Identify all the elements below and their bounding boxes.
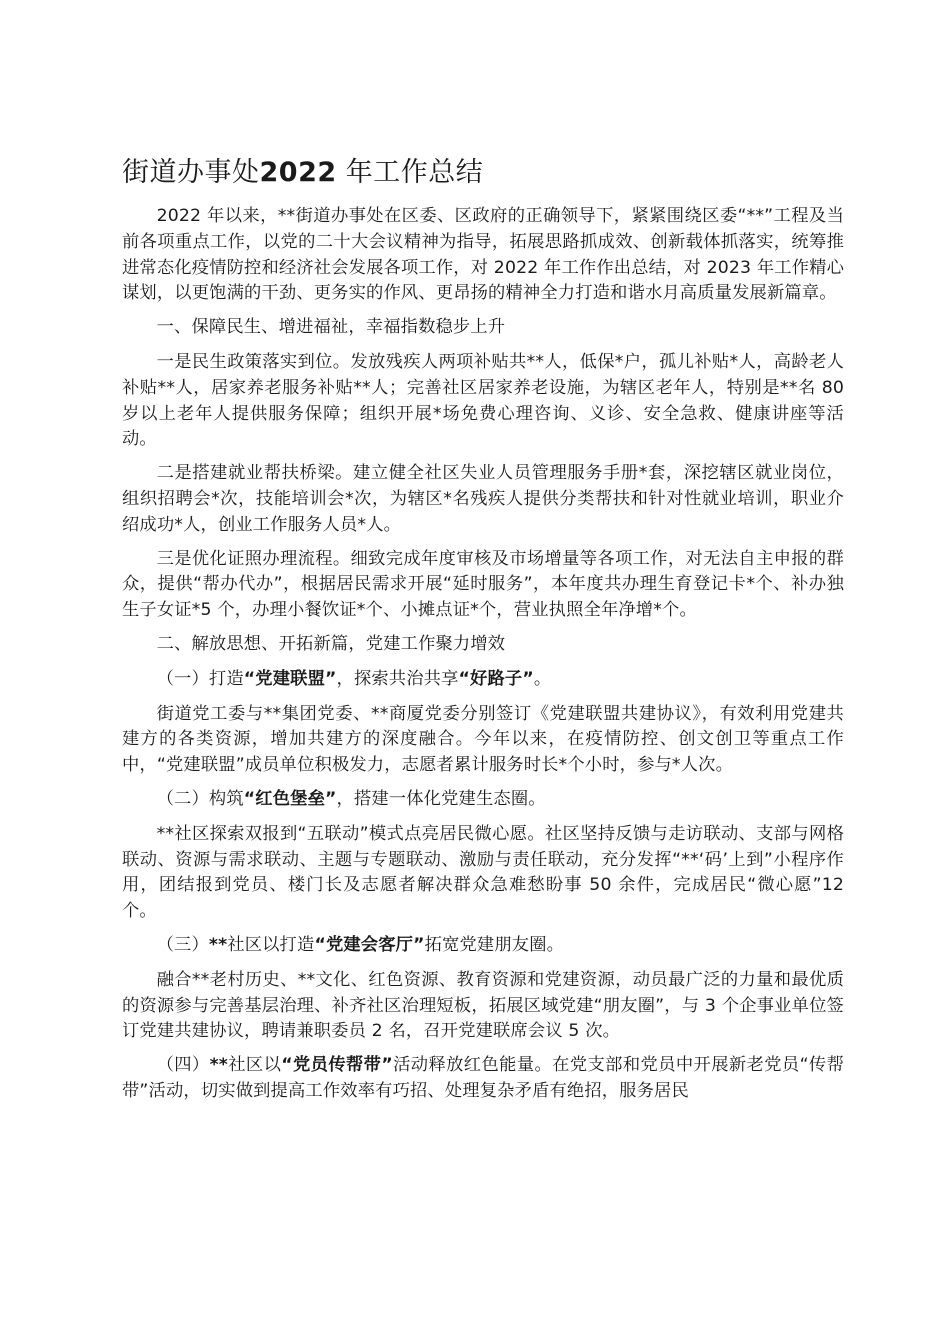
sub3-part-b: ** — [208, 934, 228, 955]
section-1-paragraph-1: 一是民生政策落实到位。发放残疾人两项补贴共**人，低保*户，孤儿补贴*人，高龄老人补贴**人，居家养老服务补贴**人；完善社区居家养老设施，为辖区老年人，特别是**名 80 岁以上老年人提供服务保障；组织开展*场免费心理咨询、义诊、安全急救、健康讲座等活动。 — [122, 351, 844, 450]
sub3-part-c: 社区以打造 — [227, 934, 315, 955]
sub2-part-c: ，搭建一体化党建生态圈。 — [336, 788, 546, 809]
intro-paragraph: 2022 年以来，**街道办事处在区委、区政府的正确领导下，紧紧围绕区委“**”工程及当前各项重点工作，以党的二十大会议精神为指导，拓展思路抓成效、创新载体抓落实，统筹推进常态化疫情防控和经济社会发展各项工作，对 2022 年工作作出总结，对 2023 年工作精心谋划，以更饱满的干劲、更务实的作风、更昂扬的精神全力打造和谐水月高质量发展新篇章。 — [122, 206, 844, 304]
sub1-part-c: ，探索共治共享 — [336, 668, 459, 689]
section-1-paragraph-2: 二是搭建就业帮扶桥梁。建立健全社区失业人员管理服务手册*套，深挖辖区就业岗位，组织招聘会*次，技能培训会*次，为辖区*名残疾人提供分类帮扶和针对性就业培训，职业介绍成功*人，创业工作服务人员*人。 — [122, 463, 844, 535]
document-page — [122, 150, 844, 1113]
title-prefix: 街道办事处 — [122, 157, 260, 188]
subsection-1-paragraph: 街道党工委与**集团党委、**商厦党委分别签订《党建联盟共建协议》，有效利用党建共建方的各类资源，增加共建方的深度融合。今年以来，在疫情防控、创文创卫等重点工作中，“党建联盟”成员单位积极发力，志愿者累计服务时长*个小时，参与*人次。 — [122, 703, 844, 776]
sub3-part-a: （三） — [156, 934, 209, 955]
section-1-heading: 一、保障民生、增进福祉，幸福指数稳步上升 — [156, 317, 506, 338]
sub3-part-e: 拓宽党建朋友圈。 — [424, 934, 565, 955]
sub2-part-b: “红色堡垒” — [243, 788, 337, 809]
sub4-part-d: “党员传帮带” — [281, 1055, 393, 1076]
section-1-paragraph-3: 三是优化证照办理流程。细致完成年度审核及市场增量等各项工作，对无法自主申报的群众，提供“帮办代办”，根据居民需求开展“延时服务”，本年度共办理生育登记卡*个、补办独生子女证*5 个，办理小餐饮证*个、小摊点证*个，营业执照全年净增*个。 — [122, 548, 844, 621]
sub4-part-a: （四） — [156, 1055, 210, 1076]
sub2-part-a: （二）构筑 — [156, 788, 244, 809]
subsection-4-paragraph — [122, 1053, 844, 1105]
subsection-2-paragraph: **社区探索双报到“五联动”模式点亮居民微心愿。社区坚持反馈与走访联动、支部与网格联动、资源与需求联动、主题与专题联动、激励与责任联动，充分发挥“**‘码’上到”小程序作用，团结报到党员、楼门长及志愿者解决群众急难愁盼事 50 余件，完成居民“微心愿”12 个。 — [122, 823, 844, 922]
sub1-part-e: 。 — [533, 668, 552, 689]
sub1-part-b: “党建联盟” — [243, 668, 337, 689]
subsection-2-heading — [122, 787, 844, 813]
title-suffix: 年工作总结 — [345, 157, 484, 188]
sub1-part-d: “好路子” — [458, 668, 534, 689]
subsection-3-paragraph: 融合**老村历史、**文化、红色资源、教育资源和党建资源，动员最广泛的力量和最优质的资源参与完善基层治理、补齐社区治理短板，拓展区域党建“朋友圈”，与 3 个企事业单位签订党建共建协议，聘请兼职委员 2 名，召开党建联席会议 5 次。 — [122, 969, 844, 1042]
document-title — [122, 150, 844, 196]
sub1-part-a: （一）打造 — [156, 668, 244, 689]
sub4-part-c: 社区以 — [227, 1055, 282, 1076]
title-year: 2022 — [259, 157, 337, 188]
subsection-1-heading — [122, 667, 844, 693]
sub4-part-b: ** — [209, 1055, 228, 1076]
subsection-3-heading — [122, 933, 844, 959]
sub3-part-d: “党建会客厅” — [314, 934, 425, 955]
section-2-heading: 二、解放思想、开拓新篇，党建工作聚力增效 — [156, 633, 506, 654]
sub4-part-e: 活动释放红色能量。在党支部和党员中开展新老党员“传帮带”活动，切实做到提高工作效率有巧招、处理复杂矛盾有绝招，服务居民 — [122, 1055, 845, 1101]
